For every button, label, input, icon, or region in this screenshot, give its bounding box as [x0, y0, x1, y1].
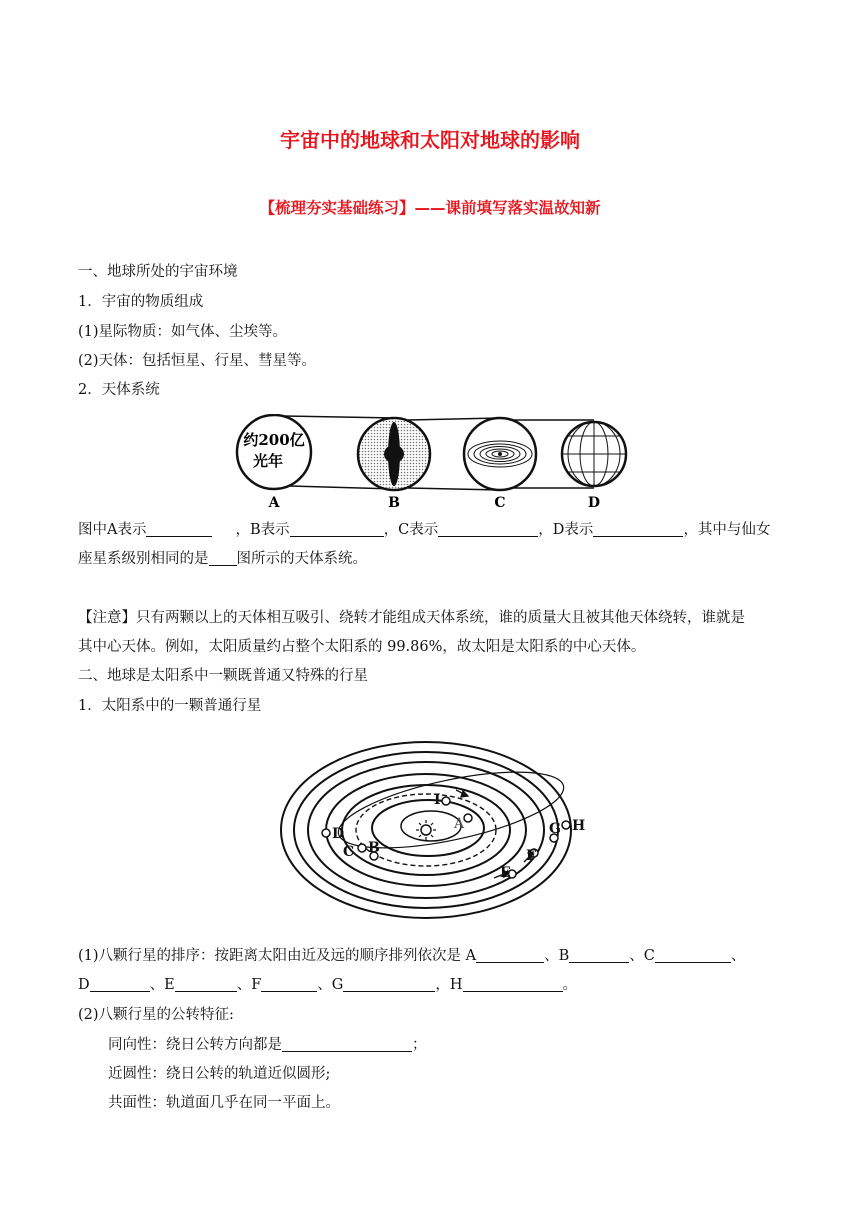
circle-text-line1: 约200亿 — [243, 431, 305, 449]
blank-andromeda[interactable] — [209, 549, 237, 566]
note-line2: 其中心天体。例如，太阳质量约占整个太阳系的 99.86%，故太阳是太阳系的中心天体。 — [78, 639, 646, 655]
planet-label-b: B — [368, 840, 380, 856]
planet-label-c: C — [343, 844, 355, 860]
question1-line2: 座星系级别相同的是 图所示的天体系统。 — [78, 551, 367, 567]
blank-direction[interactable] — [282, 1035, 412, 1052]
feature-coplanar: 共面性：轨道面几乎在同一平面上。 — [108, 1095, 340, 1111]
blank-planet-g[interactable] — [343, 975, 435, 992]
figure1-label-c: C — [494, 495, 506, 511]
planet-label-h: H — [572, 818, 586, 834]
blank-planet-d[interactable] — [90, 975, 150, 992]
item2-heading: 2．天体系统 — [78, 382, 160, 398]
blank-planet-e[interactable] — [175, 975, 237, 992]
question2-line2: D 、E 、F 、G ，H 。 — [78, 977, 578, 993]
feature-near-circular: 近圆性：绕日公转的轨道近似圆形; — [108, 1066, 331, 1082]
item1-celestial-bodies: (2)天体：包括恒星、行星、彗星等。 — [78, 353, 317, 369]
figure1-label-a: A — [268, 495, 280, 511]
item1-heading: 1．宇宙的物质组成 — [78, 294, 204, 310]
figure1-label-d: D — [587, 495, 601, 511]
section1-heading: 一、地球所处的宇宙环境 — [78, 264, 238, 280]
celestial-systems-figure — [232, 414, 642, 514]
circle-text-line2: 光年 — [252, 452, 284, 470]
blank-planet-c[interactable] — [655, 946, 731, 963]
blank-planet-b[interactable] — [569, 946, 629, 963]
section2-item1: 1．太阳系中的一颗普通行星 — [78, 698, 262, 714]
note-line1: 【注意】只有两颗以上的天体相互吸引、绕转才能组成天体系统，谁的质量大且被其他天体绕转，谁就是 — [78, 610, 745, 626]
solar-system-figure — [276, 738, 596, 928]
blank-d[interactable] — [593, 520, 683, 537]
question2-heading: (2)八颗行星的公转特征: — [78, 1007, 234, 1023]
blank-b[interactable] — [290, 520, 384, 537]
section2-heading: 二、地球是太阳系中一颗既普通又特殊的行星 — [78, 668, 368, 684]
blank-planet-f[interactable] — [261, 975, 317, 992]
blank-a[interactable] — [146, 520, 212, 537]
blank-planet-a[interactable] — [476, 946, 544, 963]
planet-label-e: E — [500, 865, 511, 881]
question2-line1: (1)八颗行星的排序：按距离太阳由近及远的顺序排列依次是 A 、B 、C 、 — [78, 948, 746, 964]
page-title: 宇宙中的地球和太阳对地球的影响 — [280, 128, 580, 152]
blank-planet-h[interactable] — [463, 975, 563, 992]
item1-interstellar: (1)星际物质：如气体、尘埃等。 — [78, 324, 288, 340]
blank-c[interactable] — [438, 520, 538, 537]
section-subtitle: 【梳理夯实基础练习】——课前填写落实温故知新 — [259, 199, 601, 217]
planet-label-i: I — [434, 792, 441, 808]
planet-label-a: A — [454, 816, 465, 832]
feature-same-direction: 同向性：绕日公转方向都是 ； — [108, 1037, 427, 1053]
planet-label-g: G — [549, 821, 561, 837]
figure1-label-b: B — [388, 495, 400, 511]
planet-label-f: F — [526, 848, 536, 864]
planet-label-d: D — [332, 826, 345, 842]
question1-line1: 图中A表示 ，B表示 ，C表示 ，D表示 ，其中与仙女 — [78, 522, 771, 538]
